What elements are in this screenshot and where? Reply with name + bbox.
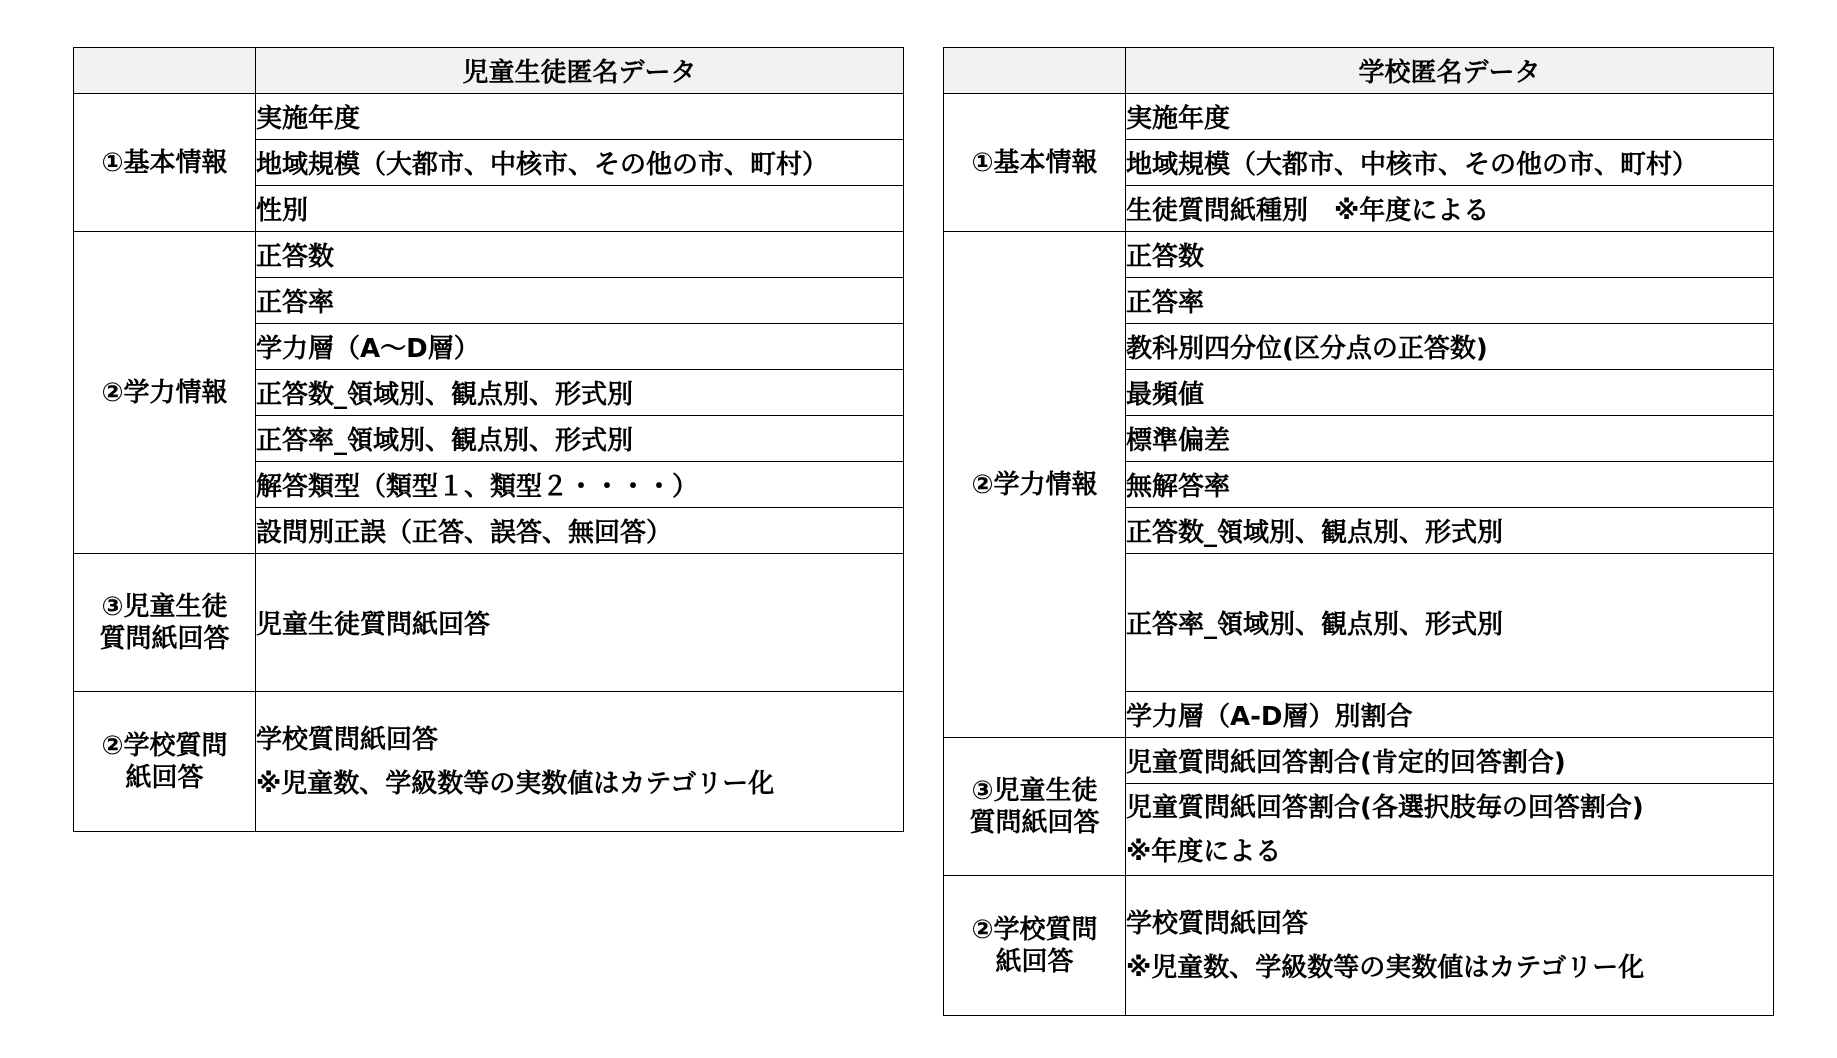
item-cell: 無解答率: [1126, 462, 1774, 508]
item-line: 学校質問紙回答: [256, 724, 439, 755]
item-cell: 地域規模（大都市、中核市、その他の市、町村）: [256, 140, 904, 186]
item-cell: 地域規模（大都市、中核市、その他の市、町村）: [1126, 140, 1774, 186]
category-line: 紙回答: [995, 946, 1074, 977]
school-anonymous-data-table: [943, 47, 1774, 1016]
item-cell: 児童質問紙回答割合(肯定的回答割合): [1126, 738, 1774, 784]
item-cell: 実施年度: [1126, 94, 1774, 140]
category-line: ③児童生徒: [971, 775, 1098, 806]
item-cell: [256, 692, 904, 832]
item-cell: 学力層（A～D層）: [256, 324, 904, 370]
category-line: ②学校質問: [971, 914, 1098, 945]
student-anonymous-data-table: [73, 47, 904, 832]
item-cell: 正答率: [1126, 278, 1774, 324]
category-academic-info: ②学力情報: [74, 232, 256, 554]
category-school-questionnaire: [944, 876, 1126, 1016]
item-cell: 正答率_領域別、観点別、形式別: [1126, 554, 1774, 692]
item-line: 児童質問紙回答割合(各選択肢毎の回答割合): [1126, 792, 1644, 823]
item-note: ※年度による: [1126, 836, 1282, 867]
category-basic-info: ①基本情報: [944, 94, 1126, 232]
item-cell: 正答率_領域別、観点別、形式別: [256, 416, 904, 462]
item-cell: 実施年度: [256, 94, 904, 140]
item-note: ※児童数、学級数等の実数値はカテゴリー化: [256, 768, 775, 799]
item-cell: [1126, 784, 1774, 876]
item-cell: 学力層（A-D層）別割合: [1126, 692, 1774, 738]
header-row: [944, 48, 1774, 94]
category-student-questionnaire: [74, 554, 256, 692]
category-line: ③児童生徒: [101, 591, 228, 622]
item-cell: 性別: [256, 186, 904, 232]
item-cell: 生徒質問紙種別 ※年度による: [1126, 186, 1774, 232]
category-academic-info: ②学力情報: [944, 232, 1126, 738]
item-cell: 正答数_領域別、観点別、形式別: [256, 370, 904, 416]
category-line: 質問紙回答: [969, 807, 1100, 838]
header-empty-cell: [74, 48, 256, 94]
item-cell: 標準偏差: [1126, 416, 1774, 462]
item-cell: 正答数: [256, 232, 904, 278]
category-line: 紙回答: [125, 762, 204, 793]
item-cell: 教科別四分位(区分点の正答数): [1126, 324, 1774, 370]
header-row: [74, 48, 904, 94]
category-line: ②学校質問: [101, 730, 228, 761]
table-header: 児童生徒匿名データ: [256, 48, 904, 94]
item-cell: 正答数: [1126, 232, 1774, 278]
item-cell: 正答率: [256, 278, 904, 324]
item-cell: 児童生徒質問紙回答: [256, 554, 904, 692]
category-line: 質問紙回答: [99, 623, 230, 654]
item-cell: 設問別正誤（正答、誤答、無回答）: [256, 508, 904, 554]
item-cell: [1126, 876, 1774, 1016]
category-basic-info: ①基本情報: [74, 94, 256, 232]
item-cell: 解答類型（類型１、類型２・・・・）: [256, 462, 904, 508]
table-header: 学校匿名データ: [1126, 48, 1774, 94]
category-student-questionnaire: [944, 738, 1126, 876]
header-empty-cell: [944, 48, 1126, 94]
item-note: ※児童数、学級数等の実数値はカテゴリー化: [1126, 952, 1645, 983]
item-cell: 正答数_領域別、観点別、形式別: [1126, 508, 1774, 554]
item-line: 学校質問紙回答: [1126, 908, 1309, 939]
item-cell: 最頻値: [1126, 370, 1774, 416]
category-school-questionnaire: [74, 692, 256, 832]
